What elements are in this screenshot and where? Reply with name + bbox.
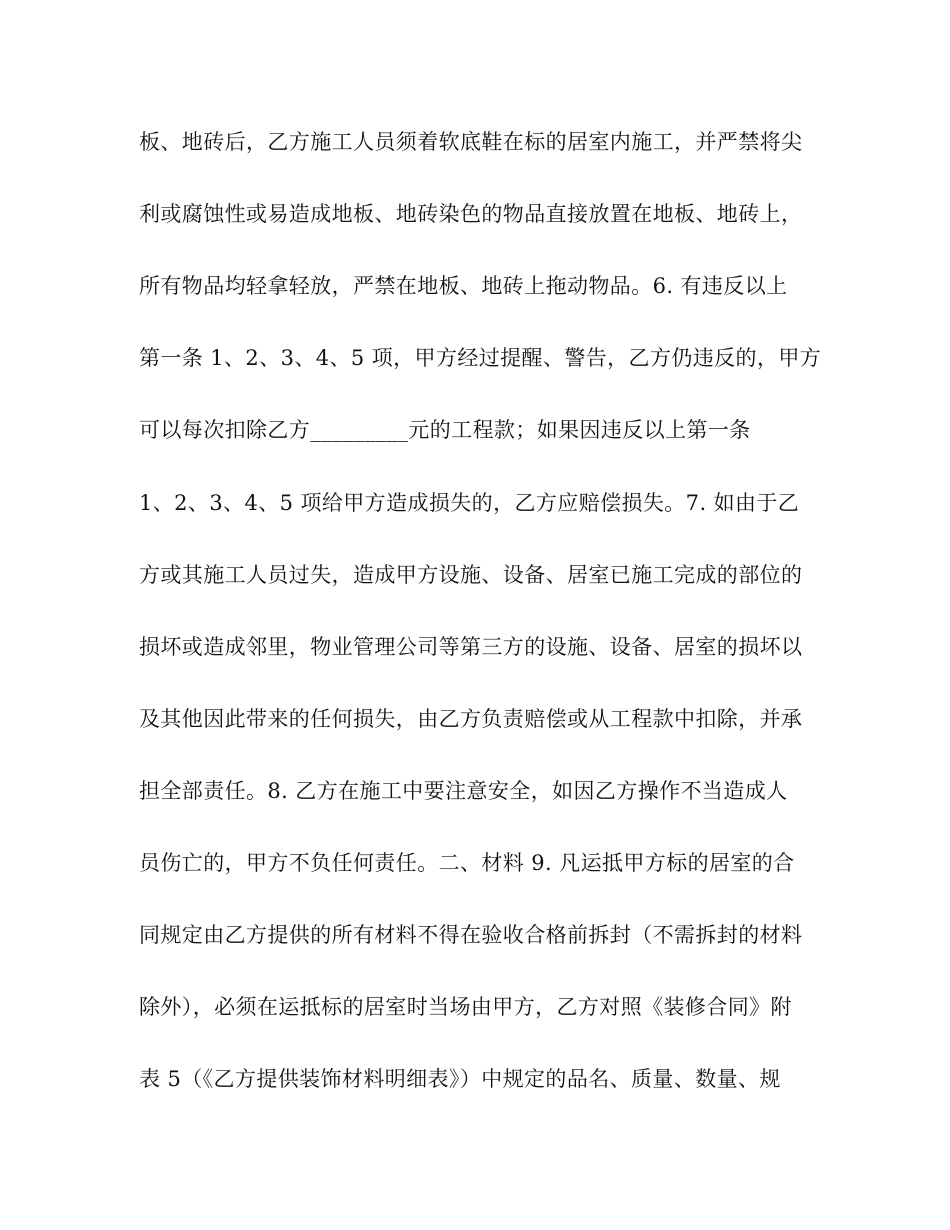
text-line: 板、地砖后，乙方施工人员须着软底鞋在标的居室内施工，并严禁将尖	[139, 130, 803, 154]
text-line: 担全部责任。8. 乙方在施工中要注意安全，如因乙方操作不当造成人	[139, 779, 788, 803]
text-line: 利或腐蚀性或易造成地板、地砖染色的物品直接放置在地板、地砖上，	[139, 202, 803, 226]
text-line: 1、2、3、4、5 项给甲方造成损失的，乙方应赔偿损失。7. 如由于乙	[139, 491, 800, 515]
text-line: 及其他因此带来的任何损失，由乙方负责赔偿或从工程款中扣除，并承	[139, 707, 803, 731]
text-line: 所有物品均轻拿轻放，严禁在地板、地砖上拖动物品。6. 有违反以上	[139, 274, 788, 298]
text-line: 损坏或造成邻里，物业管理公司等第三方的设施、设备、居室的损坏以	[139, 635, 803, 659]
text-line: 同规定由乙方提供的所有材料不得在验收合格前拆封（不需拆封的材料	[139, 923, 803, 947]
text-line: 除外），必须在运抵标的居室时当场由甲方，乙方对照《装修合同》附	[139, 995, 792, 1019]
text-line: 方或其施工人员过失，造成甲方设施、设备、居室已施工完成的部位的	[139, 563, 803, 587]
text-line: 第一条 1、2、3、4、5 项，甲方经过提醒、警告，乙方仍违反的，甲方	[139, 346, 822, 370]
text-line: 员伤亡的，甲方不负任何责任。二、材料 9. 凡运抵甲方标的居室的合	[139, 851, 795, 875]
text-line: 可以每次扣除乙方_________元的工程款；如果因违反以上第一条	[139, 418, 751, 442]
text-line: 表 5（《乙方提供装饰材料明细表》）中规定的品名、质量、数量、规	[139, 1067, 781, 1091]
